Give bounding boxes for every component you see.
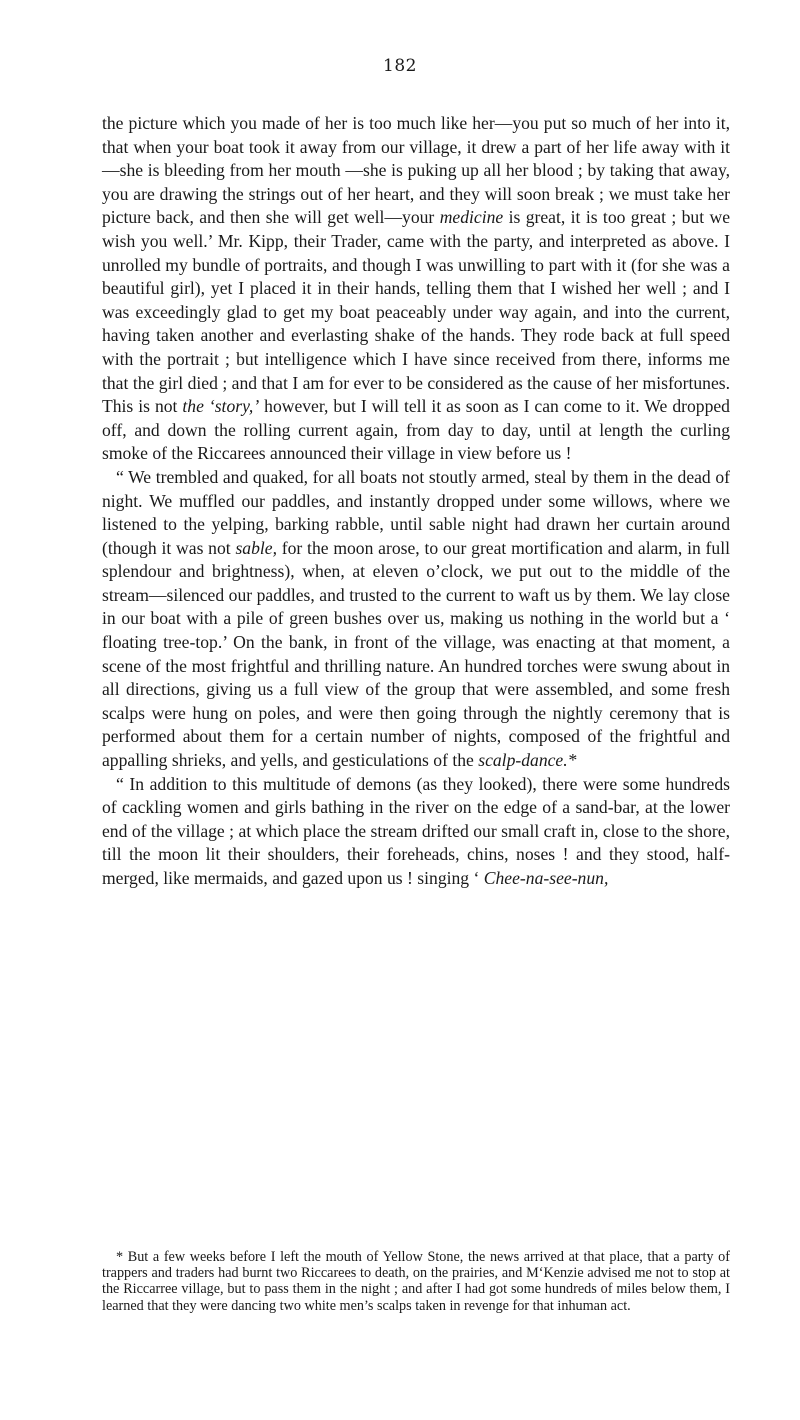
paragraph [102,466,730,773]
italic-text: medicine [439,207,504,228]
text-segment: the picture which you made of her is too much like her—you put so much of her into it, that when your boat took it away from our village, it drew a part of her life away with it—she is bleeding from her mouth —she is puking up all her blood ; by taking that away, you are drawing the strings out of her heart, and they will soon break ; we must take her picture back, and then she will get well—your [102,113,730,228]
italic-text: Chee-na-see-nun, [483,868,609,888]
footnote-text: * But a few weeks before I left the mouth of Yellow Stone, the news arrived at that place, that a party of trappers and traders had burnt two Riccarees to death, on the prairies, and M‘Kenzie advised me not to stop at the Riccarree village, but to pass them in the night ; and after I had got some hundreds of miles below them, I learned that they were dancing two white men’s scalps taken in revenge for that inhuman act. [102,1249,730,1314]
footnote [102,1249,730,1314]
text-segment: is great, it is too great ; but we wish you well.’ Mr. Kipp, their Trader, came with the party, and interpreted as above. I unrolled my bundle of portraits, and though I was unwilling to part with it (for she was a beautiful girl), yet I placed it in their hands, telling them that I wished her well ; and I was exceedingly glad to get my boat peaceably under way again, and into the current, having taken another and everlasting shake of the hands. They rode back at full speed with the portrait ; but intelligence which I have since received from there, informs me that the girl died ; and that I am for ever to be considered as the cause of her misfortunes. This is not [102,207,730,417]
text-segment: “ We trembled and quaked, for all boats not stoutly armed, steal by them in the dead of night. We muffled our paddles, and instantly dropped under some willows, where we listened to the yelping, barking rabble, until sable night had drawn her curtain around (though it was not [102,466,730,558]
page-number: 182 [383,56,417,76]
italic-text: the ‘story,’ [182,396,260,417]
italic-text: sable, [235,537,277,558]
text-segment: for the moon arose, to our great mortification and alarm, in full splendour and brightness), when, at eleven o’clock, we put out to the middle of the stream—silenced our paddles, and trusted to the current to waft us by them. We lay close in our boat with a pile of green bushes over us, making us nothing in the world but a ‘ floating tree-top.’ On the bank, in front of the village, was enacting at that moment, a scene of the most frightful and thrilling nature. An hundred torches were swung about in all directions, giving us a full view of the group that were assembled, and some fresh scalps were hung on poles, and were then going through the nightly ceremony that is performed about them for a certain number of nights, composed of the frightful and appalling shrieks, and yells, and gesticulations of the [102,537,730,771]
text-segment: however, but I will tell it as soon as I can come to it. We dropped off, and down the rolling current again, from day to day, until at length the curling smoke of the Riccarees announced their village in view before us ! [102,396,730,464]
paragraph [102,773,730,891]
paragraph [102,112,730,466]
text-segment: “ In addition to this multitude of demons (as they looked), there were some hundreds of cackling women and girls bathing in the river on the edge of a sand-bar, at the lower end of the village ; at which place the stream drifted our small craft in, close to the shore, till the moon lit their shoulders, their foreheads, chins, noses ! and they stood, half-merged, like mermaids, and gazed upon us ! singing ‘ [102,773,730,888]
body-text [102,112,730,891]
italic-text: scalp-dance.* [478,750,577,771]
